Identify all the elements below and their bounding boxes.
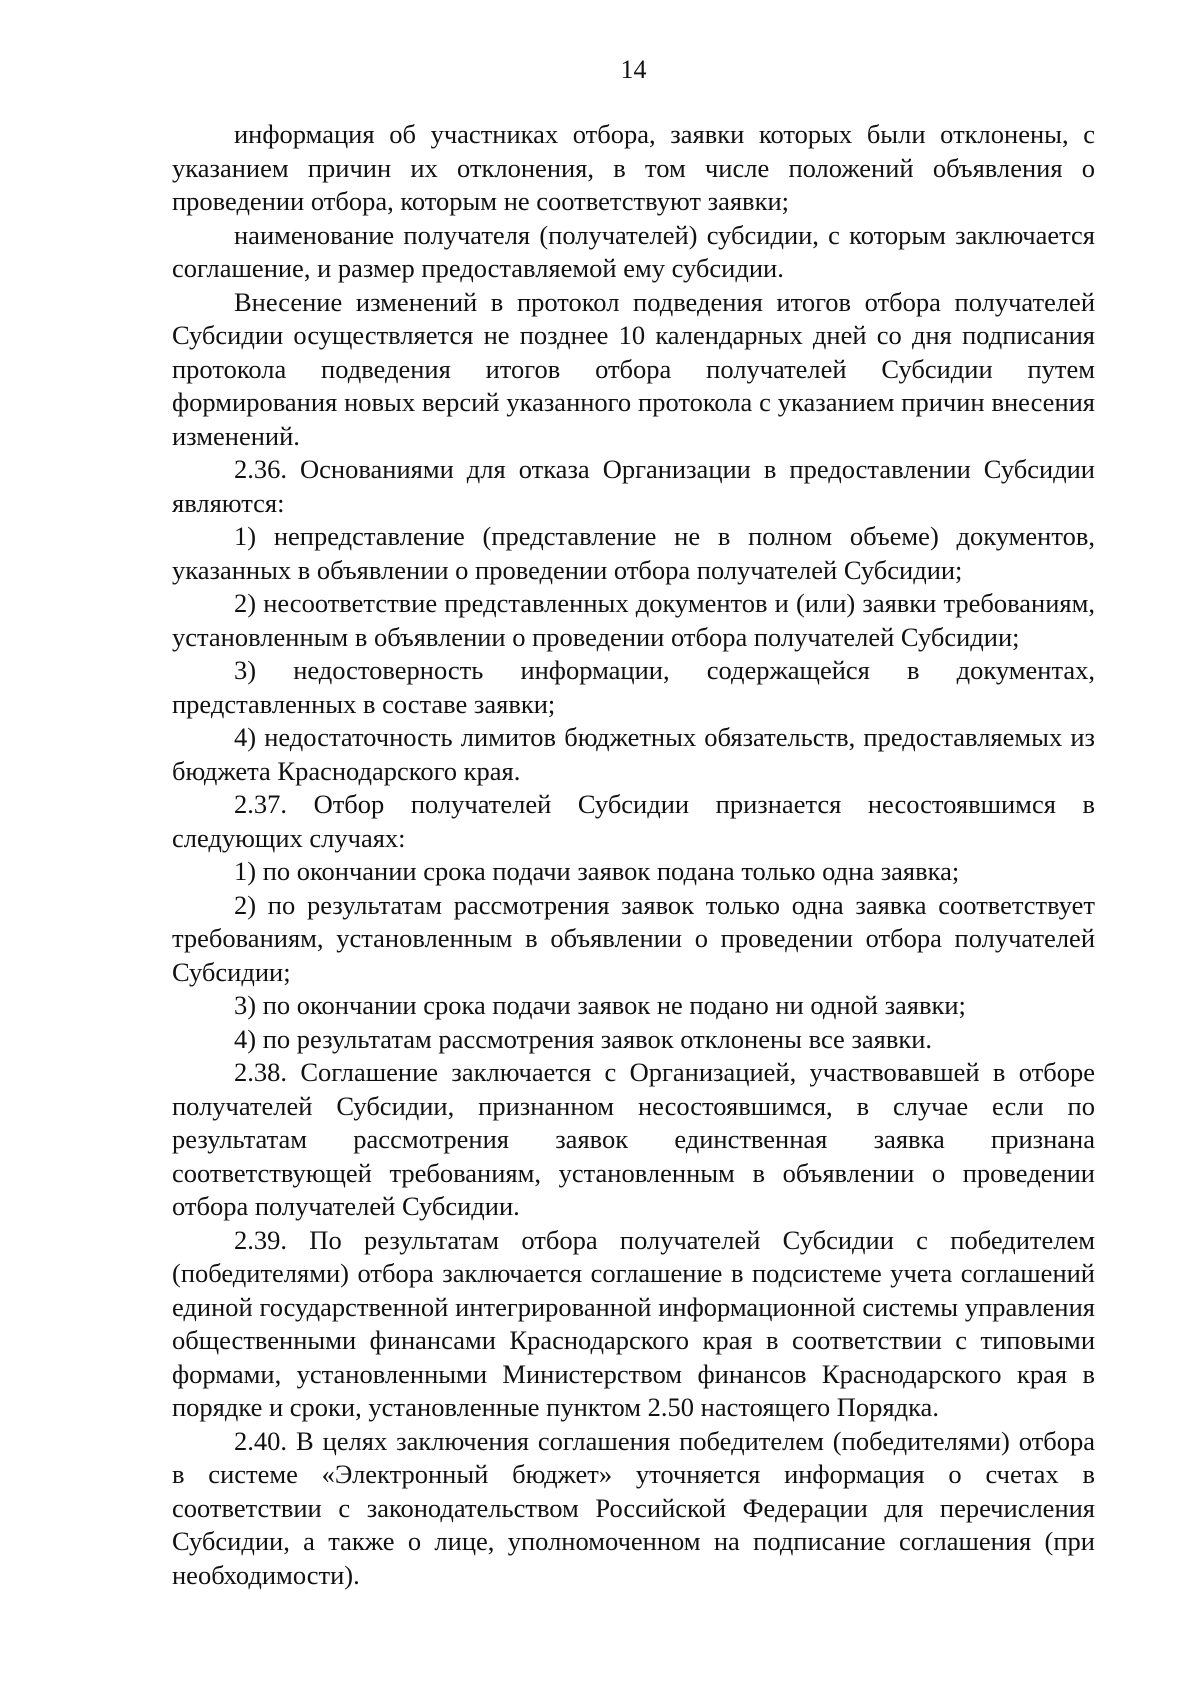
clause-2-37-item-4: 4) по результатам рассмотрения заявок отклонены все заявки.: [234, 1023, 933, 1054]
clause-2-40: 2.40. В целях заключения соглашения победителем (победителями) отбора в системе «Электронный бюджет» уточняется информация о счетах в соответствии с законодательством Российской Федерации для перечисления Субсидии, а также о лице, уполномоченном на подписание соглашения (при необходимости).: [172, 1425, 1095, 1590]
clause-2-38: 2.38. Соглашение заключается с Организацией, участвовавшей в отборе получателей Субсидии, признанном несостоявшимся, в случае если по результатам рассмотрения заявок единственная заявка признана соответствующей требованиям, установленным в объявлении о проведении отбора получателей Субсидии.: [172, 1057, 1095, 1221]
paragraph-rejected-participants-info: информация об участниках отбора, заявки которых были отклонены, с указанием причин их отклонения, в том числе положений объявления о проведении отбора, которым не соответствуют заявки;: [172, 119, 1095, 216]
clause-2-37: 2.37. Отбор получателей Субсидии признается несостоявшимся в следующих случаях:: [172, 789, 1095, 853]
clause-2-36-item-3: 3) недостоверность информации, содержащейся в документах, представленных в составе заявки;: [172, 655, 1095, 719]
clause-2-37-item-2: 2) по результатам рассмотрения заявок только одна заявка соответствует требованиям, установленным в объявлении о проведении отбора получателей Субсидии;: [172, 889, 1095, 987]
clause-2-36: 2.36. Основаниями для отказа Организации в предоставлении Субсидии являются:: [172, 454, 1095, 518]
clause-2-37-item-3: 3) по окончании срока подачи заявок не подано ни одной заявки;: [234, 990, 966, 1020]
clause-2-37-item-1: 1) по окончании срока подачи заявок подана только одна заявка;: [234, 856, 960, 886]
paragraph-protocol-changes: Внесение изменений в протокол подведения итогов отбора получателей Субсидии осуществляется не позднее 10 календарных дней со дня подписания протокола подведения итогов отбора получателей Субсидии путем формирования новых версий указанного протокола с указанием причин внесения изменений.: [172, 286, 1095, 451]
page-number: 14: [620, 55, 647, 84]
clause-2-36-item-4: 4) недостаточность лимитов бюджетных обязательств, предоставляемых из бюджета Краснодарского края.: [172, 722, 1095, 786]
clause-2-36-item-2: 2) несоответствие представленных документов и (или) заявки требованиям, установленным в объявлении о проведении отбора получателей Субсидии;: [172, 588, 1095, 652]
clause-2-39: 2.39. По результатам отбора получателей Субсидии с победителем (победителями) отбора заключается соглашение в подсистеме учета соглашений единой государственной интегрированной информационной системы управления общественными финансами Краснодарского края в соответствии с типовыми формами, установленными Министерством финансов Краснодарского края в порядке и сроки, установленные пунктом 2.50 настоящего Порядка.: [172, 1224, 1095, 1422]
clause-2-36-item-1: 1) непредставление (представление не в полном объеме) документов, указанных в объявлении о проведении отбора получателей Субсидии;: [172, 521, 1095, 585]
paragraph-recipient-name: наименование получателя (получателей) субсидии, с которым заключается соглашение, и размер предоставляемой ему субсидии.: [172, 219, 1095, 283]
